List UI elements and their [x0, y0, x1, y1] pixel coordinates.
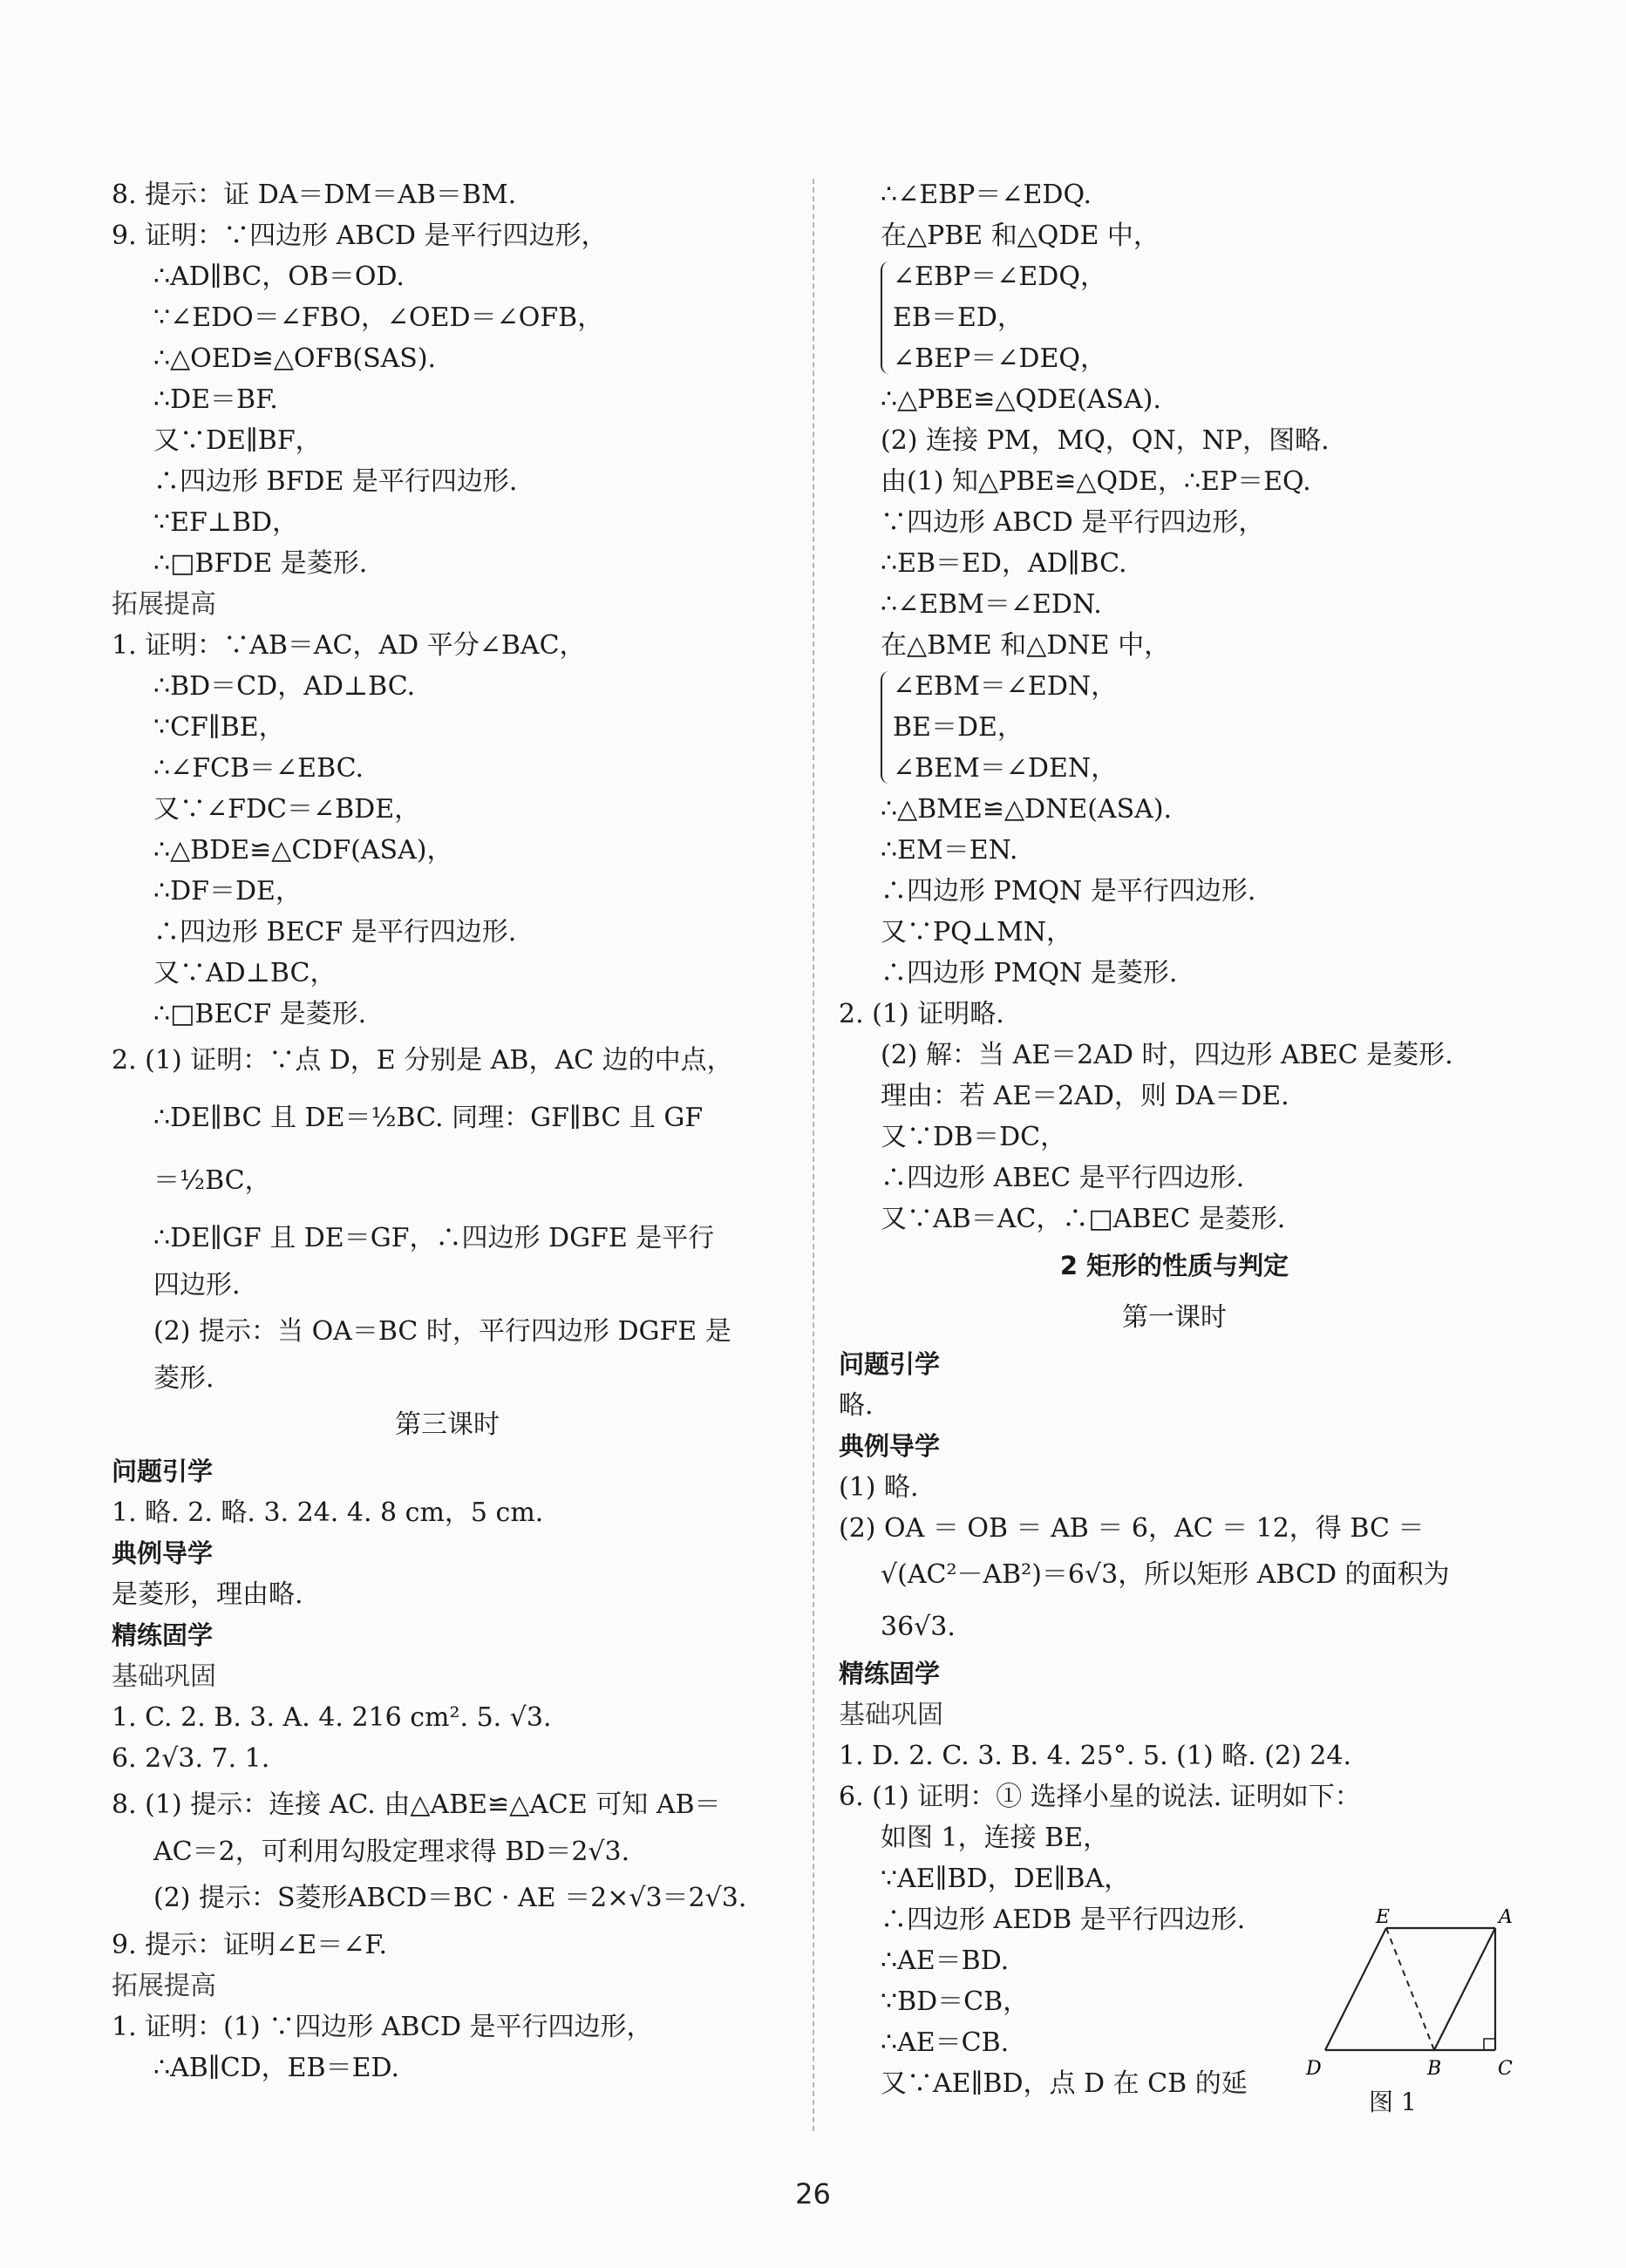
text-line: ∵AE∥BD，DE∥BA，	[881, 1864, 1131, 1894]
text-line: (2) 提示：当 OA＝BC 时，平行四边形 DGFE 是	[153, 1316, 731, 1347]
text-line: 四边形.	[153, 1270, 241, 1300]
label-d: D	[1306, 2058, 1322, 2080]
text-line: 理由：若 AE＝2AD，则 DA＝DE.	[881, 1081, 1289, 1111]
equation-system	[839, 256, 1510, 379]
edge-ed	[1325, 1928, 1386, 2050]
text-line: 2. (1) 证明：∵点 D，E 分别是 AB，AC 边的中点，	[112, 1045, 733, 1076]
text-line: (1) 略.	[839, 1472, 919, 1503]
text-line: 1. C. 2. B. 3. A. 4. 216 cm². 5. √3.	[112, 1702, 552, 1733]
edge-eb-dashed	[1386, 1928, 1434, 2050]
text-line: 6. 2√3. 7. 1.	[112, 1743, 270, 1774]
text-line: ∴AD∥BC，OB＝OD.	[153, 261, 405, 292]
text-line: ∴AE＝BD.	[881, 1945, 1010, 1976]
right-angle-mark	[1484, 2039, 1495, 2050]
text-line: ∴AB∥CD，EB＝ED.	[153, 2053, 400, 2083]
text-line: 又∵AD⊥BC，	[153, 958, 337, 988]
text-line: 8. (1) 提示：连接 AC. 由△ABE≌△ACE 可知 AB＝	[112, 1789, 721, 1820]
text-line: (2) 提示：S菱形ABCD＝BC · AE ＝2×√3＝2√3.	[153, 1883, 747, 1913]
edge-ab	[1434, 1928, 1495, 2050]
text-line: 又∵AE∥BD，点 D 在 CB 的延	[881, 2068, 1248, 2099]
text-line: 菱形.	[153, 1363, 214, 1394]
right-column	[839, 174, 1510, 2104]
text-line: ∠EBM＝∠EDN，	[893, 671, 1118, 702]
text-line: 又∵PQ⊥MN，	[881, 917, 1072, 947]
section-subheading: 基础巩固	[839, 1700, 943, 1730]
text-line: ∴DF＝DE，	[153, 876, 302, 907]
section-subheading: 基础巩固	[112, 1661, 216, 1692]
text-line: ∴四边形 ABEC 是平行四边形.	[881, 1163, 1245, 1193]
text-line: 又∵∠FDC＝∠BDE，	[153, 794, 421, 825]
section-heading: 问题引学	[112, 1457, 214, 1486]
section-heading: 精练固学	[839, 1659, 941, 1688]
text-line: ∴DE＝BF.	[153, 384, 278, 415]
left-brace	[881, 671, 891, 784]
text-line: ∴∠FCB＝∠EBC.	[153, 753, 364, 784]
text-line: 又∵AB＝AC，∴□ABEC 是菱形.	[881, 1204, 1286, 1234]
geometry-figure	[1299, 1909, 1517, 2083]
text-line: ∴□BFDE 是菱形.	[153, 548, 368, 579]
text-line: 6. (1) 证明：① 选择小星的说法. 证明如下：	[839, 1782, 1361, 1812]
text-line: 36√3.	[881, 1612, 956, 1642]
text-line: AC＝2，可利用勾股定理求得 BD＝2√3.	[153, 1837, 630, 1867]
text-line: ∴BD＝CD，AD⊥BC.	[153, 671, 416, 702]
left-brace	[881, 261, 891, 374]
section-heading: 典例导学	[839, 1431, 941, 1461]
text-line: ∴EM＝EN.	[881, 835, 1018, 866]
text-line: 又∵DB＝DC，	[881, 1122, 1067, 1152]
text-line: ∴四边形 AEDB 是平行四边形.	[881, 1905, 1246, 1935]
text-line: BE＝DE，	[893, 712, 1024, 743]
label-c: C	[1498, 2058, 1513, 2080]
text-line: ∴∠EBM＝∠EDN.	[881, 589, 1102, 620]
text-line: 是菱形，理由略.	[112, 1579, 303, 1610]
text-line: ∴△BDE≌△CDF(ASA)，	[153, 835, 453, 866]
text-line: 在△BME 和△DNE 中，	[881, 630, 1171, 661]
text-line: 2. (1) 证明略.	[839, 999, 1004, 1029]
section-subheading: 拓展提高	[112, 589, 216, 620]
left-column	[112, 174, 783, 2088]
text-line: ∴△OED≌△OFB(SAS).	[153, 343, 437, 374]
text-line: ∴EB＝ED，AD∥BC.	[881, 548, 1127, 579]
text-line: ＝½BC，	[153, 1165, 271, 1196]
text-line: ∵四边形 ABCD 是平行四边形，	[881, 507, 1265, 538]
text-line: ∴四边形 PMQN 是菱形.	[881, 958, 1178, 988]
text-line: 8. 提示：证 DA＝DM＝AB＝BM.	[112, 180, 517, 210]
text-line: 略.	[839, 1390, 874, 1421]
text-line: 如图 1，连接 BE，	[881, 1823, 1110, 1853]
label-a: A	[1499, 1909, 1513, 1928]
text-line: ∴四边形 BFDE 是平行四边形.	[153, 466, 518, 497]
text-line: ∴DE∥GF 且 DE＝GF，∴四边形 DGFE 是平行	[153, 1223, 715, 1253]
text-line: (2) 连接 PM，MQ，QN，NP，图略.	[881, 425, 1330, 456]
text-line: ∴□BECF 是菱形.	[153, 999, 367, 1029]
lesson-heading: 第三课时	[395, 1409, 500, 1440]
page-number: 26	[795, 2177, 831, 2210]
text-line: 1. 证明：(1) ∵四边形 ABCD 是平行四边形，	[112, 2012, 653, 2042]
text-line: ∴四边形 BECF 是平行四边形.	[153, 917, 517, 947]
text-line: (2) 解：当 AE＝2AD 时，四边形 ABEC 是菱形.	[881, 1040, 1453, 1070]
text-line: ∠BEM＝∠DEN，	[893, 753, 1118, 784]
text-line: ∵EF⊥BD，	[153, 507, 299, 538]
text-line: EB＝ED，	[893, 302, 1024, 333]
text-line: √(AC²－AB²)＝6√3，所以矩形 ABCD 的面积为	[881, 1559, 1450, 1590]
text-line: 由(1) 知△PBE≌△QDE，∴EP＝EQ.	[881, 466, 1311, 497]
label-b: B	[1427, 2058, 1442, 2080]
section-heading: 精练固学	[112, 1620, 214, 1650]
text-line: 1. 证明：∵AB＝AC，AD 平分∠BAC，	[112, 630, 586, 661]
text-line: ∴△PBE≌△QDE(ASA).	[881, 384, 1161, 415]
section-heading: 典例导学	[112, 1538, 214, 1568]
text-line: ∵BD＝CB，	[881, 1986, 1030, 2017]
label-e: E	[1376, 1909, 1391, 1928]
text-line: (2) OA ＝ OB ＝ AB ＝ 6，AC ＝ 12，得 BC ＝	[839, 1513, 1425, 1544]
text-line: ∠BEP＝∠DEQ，	[893, 343, 1106, 374]
column-divider	[813, 179, 814, 2131]
text-line: 1. D. 2. C. 3. B. 4. 25°. 5. (1) 略. (2) 24.	[839, 1741, 1352, 1771]
text-line: ∵∠EDO＝∠FBO，∠OED＝∠OFB，	[153, 302, 604, 333]
text-line: ∴∠EBP＝∠EDQ.	[881, 180, 1092, 210]
text-line: 9. 提示：证明∠E＝∠F.	[112, 1930, 388, 1960]
section-subheading: 拓展提高	[112, 1971, 216, 2001]
text-line: 又∵DE∥BF，	[153, 425, 322, 456]
text-line: ∴四边形 PMQN 是平行四边形.	[881, 876, 1256, 907]
text-line: ∴△BME≌△DNE(ASA).	[881, 794, 1173, 825]
text-line: ∴DE∥BC 且 DE＝½BC. 同理：GF∥BC 且 GF	[153, 1103, 704, 1133]
text-line: 在△PBE 和△QDE 中，	[881, 221, 1160, 251]
text-line: 9. 证明：∵四边形 ABCD 是平行四边形，	[112, 221, 608, 251]
text-line: ∠EBP＝∠EDQ，	[893, 261, 1106, 292]
equation-system	[839, 666, 1510, 789]
chapter-heading: 2 矩形的性质与判定	[1059, 1251, 1289, 1280]
text-line: ∴AE＝CB.	[881, 2027, 1010, 2058]
text-line: 1. 略. 2. 略. 3. 24. 4. 8 cm，5 cm.	[112, 1497, 544, 1528]
figure-caption: 图 1	[1369, 2088, 1417, 2116]
lesson-heading: 第一课时	[1122, 1302, 1227, 1333]
text-line: ∵CF∥BE，	[153, 712, 285, 743]
section-heading: 问题引学	[839, 1349, 941, 1379]
